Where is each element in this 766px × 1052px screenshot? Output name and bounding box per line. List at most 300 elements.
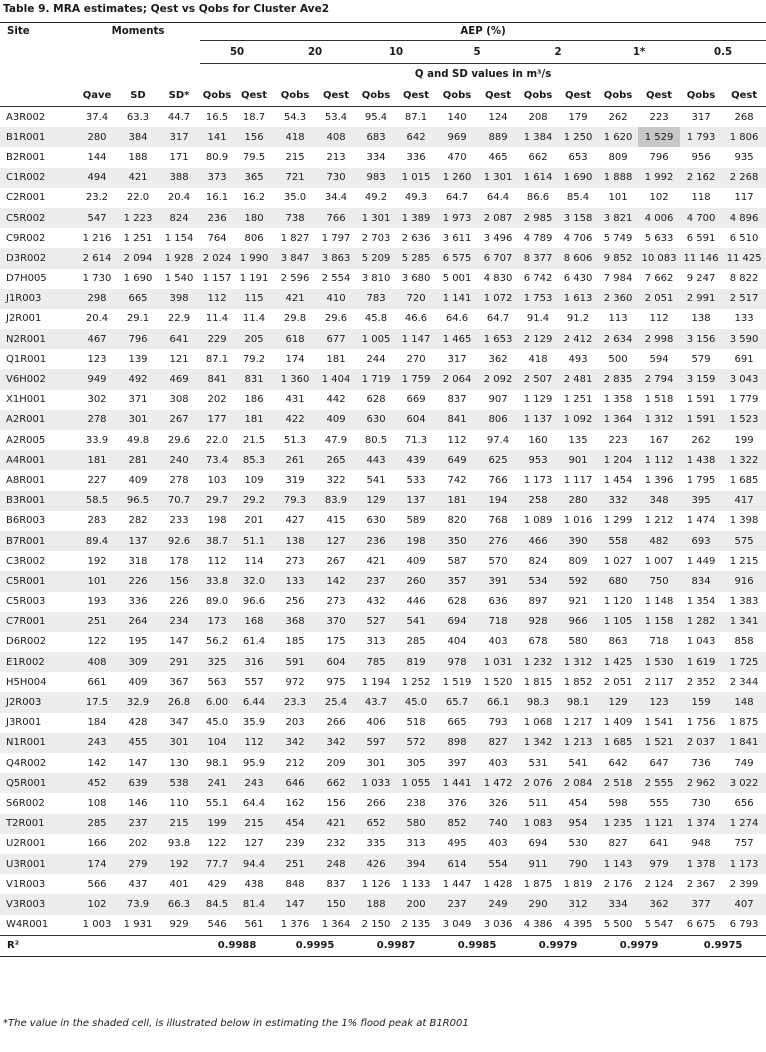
q-cell: 150	[316, 894, 356, 914]
q-cell: 7 662	[644, 273, 674, 285]
q-cell: 45.0	[205, 717, 229, 729]
site-cell: X1H001	[6, 394, 46, 406]
q-cell: 438	[244, 878, 264, 890]
q-cell: 1 474	[686, 515, 716, 527]
q-cell: 796	[649, 151, 669, 163]
q-cell: 11.4	[205, 313, 229, 325]
q-cell: 1 282	[680, 612, 722, 632]
q-cell: 1 875	[523, 878, 553, 890]
q-cell: 148	[722, 692, 766, 712]
q-cell: 236	[356, 531, 396, 551]
q-cell: 500	[608, 353, 628, 365]
moment-cell: 33.9	[85, 434, 109, 446]
q-cell: 365	[234, 168, 274, 188]
q-cell: 2 150	[361, 919, 391, 931]
q-cell: 1 173	[722, 854, 766, 874]
qobs-col-header: Qobs	[356, 84, 396, 107]
q-cell: 407	[722, 894, 766, 914]
qobs-col-header: Qobs	[200, 84, 234, 107]
q-cell: 156	[326, 797, 346, 809]
q-cell: 6 675	[686, 919, 716, 931]
q-cell: 3 156	[680, 329, 722, 349]
moment-cell: 22.0	[126, 192, 150, 204]
q-cell: 55.1	[205, 797, 229, 809]
q-cell: 907	[488, 394, 508, 406]
q-cell: 454	[274, 814, 316, 834]
q-cell: 969	[436, 127, 478, 147]
moment-cell: 1 931	[123, 919, 153, 931]
q-cell: 598	[608, 797, 628, 809]
q-cell: 1 888	[598, 168, 638, 188]
q-cell: 141	[200, 127, 234, 147]
moment-cell: 421	[118, 168, 158, 188]
site-cell: W4R001	[6, 919, 49, 931]
q-cell: 897	[528, 596, 548, 608]
q-cell: 1 409	[603, 717, 633, 729]
q-cell: 422	[274, 410, 316, 430]
moment-cell: 929	[169, 919, 189, 931]
q-cell: 133	[734, 313, 754, 325]
q-cell: 46.6	[404, 313, 428, 325]
q-cell: 1 072	[478, 289, 518, 309]
qest-col-header: Qest	[234, 84, 274, 107]
table-row	[0, 571, 766, 591]
q-cell: 1 793	[680, 127, 722, 147]
site-cell: C5R003	[6, 596, 46, 608]
q-cell: 1 438	[680, 450, 722, 470]
q-cell: 129	[598, 692, 638, 712]
q-cell: 534	[518, 571, 558, 591]
moment-cell: 384	[118, 127, 158, 147]
moment-cell: 2 094	[118, 248, 158, 268]
q-cell: 669	[406, 394, 426, 406]
q-cell: 194	[478, 491, 518, 511]
table-row	[0, 127, 766, 147]
table-row	[0, 713, 766, 733]
moment-cell: 156	[158, 571, 200, 591]
q-cell: 2 962	[680, 773, 722, 793]
q-cell: 693	[680, 531, 722, 551]
moment-cell: 1 216	[82, 232, 112, 244]
q-cell: 2 412	[558, 329, 598, 349]
q-cell: 557	[244, 676, 264, 688]
q-cell: 198	[396, 531, 436, 551]
q-cell: 276	[478, 531, 518, 551]
q-cell: 2 135	[401, 919, 431, 931]
moment-cell: 371	[128, 394, 148, 406]
q-cell: 764	[207, 232, 227, 244]
table-row	[0, 369, 766, 389]
moment-cell: 281	[118, 450, 158, 470]
moment-cell: 538	[158, 773, 200, 793]
q-cell: 750	[638, 571, 680, 591]
q-cell: 1 027	[603, 555, 633, 567]
table-row	[0, 793, 766, 813]
moment-cell: 251	[76, 612, 118, 632]
q-cell: 630	[356, 410, 396, 430]
qobs-col-header: Qobs	[274, 84, 316, 107]
header-row-3	[0, 64, 766, 85]
q-cell: 4 395	[563, 919, 593, 931]
q-cell: 834	[680, 571, 722, 591]
q-cell: 757	[734, 838, 754, 850]
q-cell: 1 173	[523, 474, 553, 486]
moment-cell: 184	[87, 717, 107, 729]
q-cell: 2 162	[680, 168, 722, 188]
q-cell: 1 137	[518, 410, 558, 430]
q-cell: 373	[200, 168, 234, 188]
qest-col-header: Qest	[316, 84, 356, 107]
q-cell: 1 235	[598, 814, 638, 834]
q-cell: 1 519	[442, 676, 472, 688]
q-cell: 662	[316, 773, 356, 793]
site-cell: J3R001	[6, 717, 42, 729]
q-cell: 11.4	[242, 313, 266, 325]
q-cell: 81.4	[234, 894, 274, 914]
q-cell: 16.1	[205, 192, 229, 204]
q-cell: 421	[366, 555, 386, 567]
site-cell: C5R001	[0, 571, 76, 591]
q-cell: 140	[447, 111, 467, 123]
q-cell: 978	[436, 652, 478, 672]
q-cell: 916	[722, 571, 766, 591]
table-row	[0, 269, 766, 289]
q-cell: 84.5	[200, 894, 234, 914]
moment-cell: 1 730	[82, 273, 112, 285]
q-cell: 29.8	[283, 313, 307, 325]
q-cell: 592	[558, 571, 598, 591]
q-cell: 630	[366, 515, 386, 527]
q-cell: 2 084	[558, 773, 598, 793]
q-cell: 5 749	[603, 232, 633, 244]
table-row	[0, 168, 766, 188]
table-row	[0, 491, 766, 511]
q-cell: 1 441	[436, 773, 478, 793]
site-cell: A8R001	[6, 474, 46, 486]
moment-cell: 29.6	[167, 434, 191, 446]
q-cell: 541	[568, 757, 588, 769]
site-cell: D3R002	[0, 248, 76, 268]
q-cell: 1 383	[729, 596, 759, 608]
q-cell: 1 614	[518, 168, 558, 188]
q-cell: 2 634	[598, 329, 638, 349]
q-cell: 921	[568, 596, 588, 608]
moment-cell: 142	[87, 757, 107, 769]
moment-cell: 824	[158, 208, 200, 228]
site-header: Site	[0, 23, 76, 41]
q-cell: 71.3	[404, 434, 428, 446]
q-cell: 646	[274, 773, 316, 793]
moment-cell: 661	[87, 676, 107, 688]
q-cell: 1 992	[638, 168, 680, 188]
q-cell: 317	[447, 353, 467, 365]
table-row	[0, 430, 766, 450]
aep-5-header: 5	[436, 41, 518, 64]
q-cell: 262	[691, 434, 711, 446]
moment-cell: 494	[76, 168, 118, 188]
moment-cell: 188	[128, 151, 148, 163]
q-cell: 541	[366, 474, 386, 486]
q-cell: 391	[478, 571, 518, 591]
q-cell: 495	[447, 838, 467, 850]
table-row	[0, 450, 766, 470]
q-cell: 91.4	[526, 313, 550, 325]
q-cell: 1 204	[598, 450, 638, 470]
site-cell: A3R002	[6, 111, 46, 123]
q-cell: 267	[326, 555, 346, 567]
q-cell: 4 830	[483, 273, 513, 285]
table-row	[0, 874, 766, 894]
q-cell: 73.4	[200, 450, 234, 470]
q-cell: 589	[406, 515, 426, 527]
q-cell: 112	[234, 733, 274, 753]
moment-cell: 467	[76, 329, 118, 349]
q-cell: 285	[406, 636, 426, 648]
site-cell: A4R001	[0, 450, 76, 470]
site-cell: V3R003	[0, 894, 76, 914]
moment-cell: 195	[128, 636, 148, 648]
q-cell: 2 087	[478, 208, 518, 228]
r2-row	[0, 935, 766, 956]
q-cell: 2 794	[638, 369, 680, 389]
q-cell: 2 360	[598, 289, 638, 309]
q-cell: 65.7	[436, 692, 478, 712]
q-cell: 827	[608, 838, 628, 850]
moment-cell: 237	[118, 814, 158, 834]
q-cell: 1 685	[598, 733, 638, 753]
q-cell: 237	[356, 571, 396, 591]
q-cell: 317	[691, 111, 711, 123]
q-cell: 215	[285, 151, 305, 163]
site-col-header	[0, 84, 76, 107]
moment-cell: 641	[158, 329, 200, 349]
q-cell: 342	[274, 733, 316, 753]
r2-value: 0.9988	[200, 935, 274, 956]
q-cell: 45.0	[396, 692, 436, 712]
q-cell: 1 217	[563, 717, 593, 729]
moment-cell: 547	[76, 208, 118, 228]
q-cell: 2 117	[644, 676, 674, 688]
q-cell: 1 620	[598, 127, 638, 147]
site-cell: C7R001	[0, 612, 76, 632]
r2-value: 0.9985	[436, 935, 518, 956]
q-cell: 1 454	[603, 474, 633, 486]
moment-cell: 409	[128, 676, 148, 688]
moment-cell: 174	[76, 854, 118, 874]
q-cell: 101	[608, 192, 628, 204]
q-cell: 181	[234, 410, 274, 430]
q-cell: 2 596	[280, 273, 310, 285]
site-cell: A2R005	[6, 434, 46, 446]
qest-col-header: Qest	[722, 84, 766, 107]
moment-cell: 108	[87, 797, 107, 809]
q-cell: 768	[488, 515, 508, 527]
site-cell: J1R003	[0, 289, 76, 309]
q-cell: 236	[200, 208, 234, 228]
q-cell: 1 376	[280, 919, 310, 931]
qobs-col-header: Qobs	[598, 84, 638, 107]
moment-cell: 318	[128, 555, 148, 567]
q-cell: 1 148	[644, 596, 674, 608]
q-cell: 928	[518, 612, 558, 632]
q-cell: 546	[207, 919, 227, 931]
q-cell: 173	[200, 612, 234, 632]
moment-cell: 280	[76, 127, 118, 147]
q-cell: 427	[285, 515, 305, 527]
q-cell: 3 611	[442, 232, 472, 244]
table-row	[0, 147, 766, 167]
q-cell: 159	[680, 692, 722, 712]
q-cell: 1 653	[478, 329, 518, 349]
table-row	[0, 390, 766, 410]
moment-cell: 409	[128, 474, 148, 486]
q-cell: 123	[638, 692, 680, 712]
q-cell: 721	[274, 168, 316, 188]
q-cell: 180	[234, 208, 274, 228]
q-cell: 202	[207, 394, 227, 406]
q-cell: 80.9	[205, 151, 229, 163]
moment-cell: 1 003	[82, 919, 112, 931]
moment-cell: 492	[118, 369, 158, 389]
q-cell: 1 092	[558, 410, 598, 430]
q-cell: 511	[528, 797, 548, 809]
q-cell: 575	[722, 531, 766, 551]
moment-cell: 309	[118, 652, 158, 672]
q-cell: 112	[207, 555, 227, 567]
q-cell: 482	[638, 531, 680, 551]
moment-cell: 566	[87, 878, 107, 890]
moment-cell: 298	[76, 289, 118, 309]
q-cell: 1 158	[638, 612, 680, 632]
footnote: *The value in the shaded cell, is illustrated below in estimating the 1% flood peak at B1R001	[3, 1018, 469, 1029]
q-cell: 1 031	[478, 652, 518, 672]
q-cell: 563	[207, 676, 227, 688]
q-cell: 368	[274, 612, 316, 632]
q-cell: 334	[598, 894, 638, 914]
q-cell: 198	[207, 515, 227, 527]
table-row	[0, 692, 766, 712]
q-cell: 1 191	[239, 273, 269, 285]
q-cell: 6 707	[478, 248, 518, 268]
q-cell: 1 251	[563, 394, 593, 406]
q-cell: 1 129	[523, 394, 553, 406]
q-cell: 1 083	[518, 814, 558, 834]
moment-cell: 37.4	[85, 111, 109, 123]
q-cell: 64.4	[242, 797, 266, 809]
q-cell: 6 430	[563, 273, 593, 285]
q-cell: 232	[326, 838, 346, 850]
q-cell: 377	[680, 894, 722, 914]
q-cell: 1 043	[686, 636, 716, 648]
q-cell: 2 985	[518, 208, 558, 228]
q-cell: 730	[316, 168, 356, 188]
site-cell: C2R001	[6, 192, 46, 204]
q-cell: 1 212	[644, 515, 674, 527]
moment-cell: 92.6	[158, 531, 200, 551]
q-cell: 98.3	[518, 692, 558, 712]
q-cell: 837	[447, 394, 467, 406]
table-row	[0, 814, 766, 834]
q-cell: 32.0	[234, 571, 274, 591]
q-cell: 7 984	[603, 273, 633, 285]
q-cell: 103	[207, 474, 227, 486]
moment-cell: 122	[87, 636, 107, 648]
q-cell: 312	[558, 894, 598, 914]
q-cell: 783	[356, 289, 396, 309]
table-row	[0, 652, 766, 672]
q-cell: 518	[406, 717, 426, 729]
q-cell: 738	[274, 208, 316, 228]
moment-cell: 32.9	[118, 692, 158, 712]
moment-cell: 264	[118, 612, 158, 632]
q-cell: 249	[478, 894, 518, 914]
table-row	[0, 208, 766, 228]
q-cell: 1 360	[274, 369, 316, 389]
q-cell: 418	[528, 353, 548, 365]
q-cell: 51.3	[283, 434, 307, 446]
moment-cell: 102	[76, 894, 118, 914]
q-cell: 290	[518, 894, 558, 914]
aep-header: AEP (%)	[200, 23, 766, 41]
table-row	[0, 309, 766, 329]
q-cell: 570	[488, 555, 508, 567]
q-cell: 3 863	[316, 248, 356, 268]
q-cell: 889	[478, 127, 518, 147]
q-cell: 334	[366, 151, 386, 163]
q-cell: 2 991	[680, 289, 722, 309]
q-cell: 2 554	[321, 273, 351, 285]
q-cell: 1 756	[686, 717, 716, 729]
q-cell: 785	[356, 652, 396, 672]
q-cell: 18.7	[242, 111, 266, 123]
q-cell: 827	[478, 733, 518, 753]
q-cell: 1 428	[483, 878, 513, 890]
q-cell: 256	[285, 596, 305, 608]
q-cell: 390	[558, 531, 598, 551]
site-cell: N2R001	[0, 329, 76, 349]
table-row	[0, 329, 766, 349]
q-cell: 29.2	[234, 491, 274, 511]
r2-value: 0.9995	[274, 935, 356, 956]
moment-cell: 89.4	[76, 531, 118, 551]
q-cell: 64.7	[445, 192, 469, 204]
q-cell: 956	[691, 151, 711, 163]
site-cell: Q4R002	[6, 757, 47, 769]
q-cell: 273	[326, 596, 346, 608]
q-cell: 432	[366, 596, 386, 608]
q-cell: 86.6	[526, 192, 550, 204]
table-row	[0, 289, 766, 309]
moment-cell: 278	[76, 410, 118, 430]
q-cell: 665	[447, 717, 467, 729]
site-cell: C5R002	[0, 208, 76, 228]
site-cell: U2R001	[6, 838, 46, 850]
q-cell: 1 364	[598, 410, 638, 430]
q-cell: 25.4	[316, 692, 356, 712]
q-cell: 49.3	[404, 192, 428, 204]
q-cell: 1 759	[396, 369, 436, 389]
q-cell: 64.6	[445, 313, 469, 325]
q-cell: 694	[436, 612, 478, 632]
moment-cell: 123	[87, 353, 107, 365]
q-cell: 2 024	[200, 248, 234, 268]
q-cell: 265	[316, 450, 356, 470]
q-cell: 1 841	[722, 733, 766, 753]
qest-col-header: Qest	[396, 84, 436, 107]
q-cell: 1 322	[722, 450, 766, 470]
q-cell: 2 399	[729, 878, 759, 890]
q-cell: 793	[488, 717, 508, 729]
